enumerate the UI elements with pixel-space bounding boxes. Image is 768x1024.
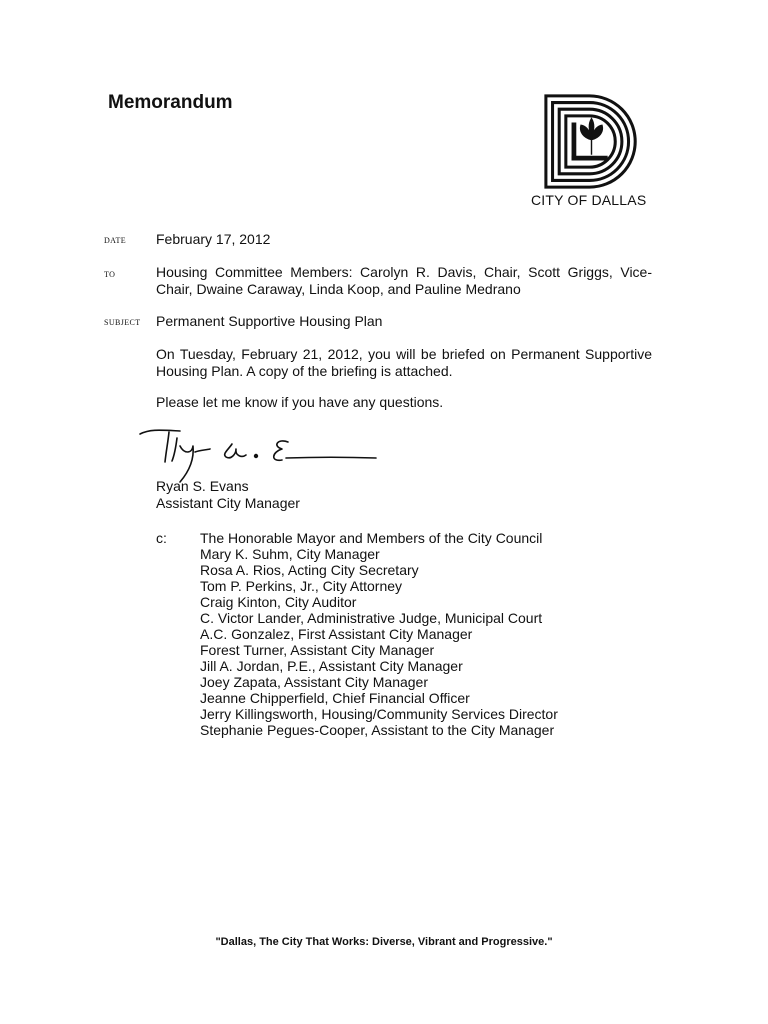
date-label: DATE (104, 236, 127, 245)
to-label: TO (104, 270, 116, 279)
cc-recipient: Tom P. Perkins, Jr., City Attorney (200, 578, 403, 594)
cc-recipient: A.C. Gonzalez, First Assistant City Manager (200, 626, 473, 642)
organization-name: CITY OF DALLAS (531, 192, 647, 208)
memo-subject: Permanent Supportive Housing Plan (156, 313, 383, 329)
cc-recipient: Rosa A. Rios, Acting City Secretary (200, 562, 419, 578)
body-paragraph-1: On Tuesday, February 21, 2012, you will be briefed on Permanent Supportive Housing Plan. A copy of the briefing is attached. (156, 346, 652, 379)
cc-recipient: Jerry Killingsworth, Housing/Community Services Director (200, 706, 558, 722)
subject-label: SUBJECT (104, 318, 141, 327)
city-of-dallas-logo-icon (544, 94, 639, 189)
cc-recipient: Forest Turner, Assistant City Manager (200, 642, 435, 658)
signer-name: Ryan S. Evans (156, 478, 249, 494)
cc-recipient: Craig Kinton, City Auditor (200, 594, 357, 610)
body-paragraph-2: Please let me know if you have any questions. (156, 394, 444, 410)
memo-date: February 17, 2012 (156, 231, 271, 247)
footer-motto: "Dallas, The City That Works: Diverse, Vibrant and Progressive." (215, 936, 553, 948)
cc-recipient: Jill A. Jordan, P.E., Assistant City Manager (200, 658, 463, 674)
cc-recipient: Stephanie Pegues-Cooper, Assistant to the City Manager (200, 722, 555, 738)
cc-recipient: Joey Zapata, Assistant City Manager (200, 674, 428, 690)
cc-recipient: The Honorable Mayor and Members of the City Council (200, 530, 543, 546)
cc-recipient: Mary K. Suhm, City Manager (200, 546, 380, 562)
cc-recipient: C. Victor Lander, Administrative Judge, Municipal Court (200, 610, 543, 626)
signer-title: Assistant City Manager (156, 495, 300, 511)
cc-list (200, 530, 558, 738)
cc-label: c: (156, 530, 167, 546)
cc-recipient: Jeanne Chipperfield, Chief Financial Officer (200, 690, 470, 706)
memo-recipients: Housing Committee Members: Carolyn R. Davis, Chair, Scott Griggs, Vice-Chair, Dwaine Caraway, Linda Koop, and Pauline Medrano (156, 264, 652, 297)
memo-title: Memorandum (108, 92, 233, 113)
